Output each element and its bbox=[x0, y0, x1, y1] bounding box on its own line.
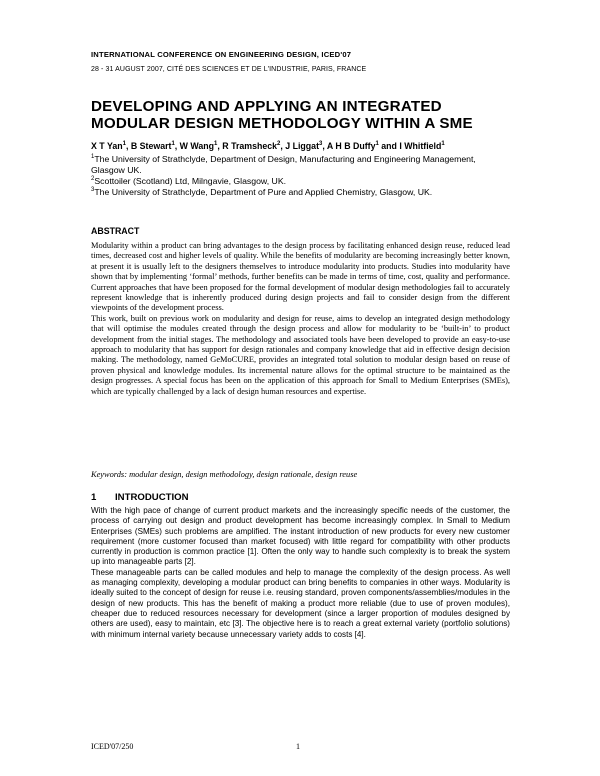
author-affiliation-mark: 1 bbox=[375, 141, 379, 148]
abstract-heading: ABSTRACT bbox=[91, 226, 140, 236]
conference-name: INTERNATIONAL CONFERENCE ON ENGINEERING DESIGN, ICED'07 bbox=[91, 50, 352, 59]
author-affiliation-mark: 1 bbox=[441, 141, 445, 148]
author-separator: , bbox=[322, 141, 327, 151]
conference-header bbox=[91, 50, 531, 75]
paper-title-line-2: MODULAR DESIGN METHODOLOGY WITHIN A SME bbox=[91, 115, 473, 132]
author-affiliation-mark: 2 bbox=[277, 141, 281, 148]
affiliation-list bbox=[91, 154, 511, 198]
author-separator: , bbox=[217, 141, 223, 151]
page-number: 1 bbox=[296, 742, 300, 751]
paper-title bbox=[91, 98, 531, 132]
body-paragraph: These manageable parts can be called modules and help to manage the complexity of the design process. As well as managing complexity, developing a modular product can bring benefits to companies in other ways. Modularity is ideally suited to the concept of design for reuse i.e. reusing standard, proven components/assemblies/modules in the design of new products. This has the benefit of making a product more reliable (due to use of proven modules), cheaper due to reduced resources necessary for development (since a larger proportion of modules designed by others are used), easy to maintain, etc [3]. The objective here is to reach a great external variety (portfolio solutions) with minimum internal variety because unnecessary variety adds to costs [4]. bbox=[91, 567, 510, 639]
affiliation-3: $^3$The University of Strathclyde, Department of Pure and Applied Chemistry, Glasgow, UK. bbox=[91, 187, 433, 197]
author-name: X T Yan bbox=[91, 141, 123, 151]
body-paragraph: With the high pace of change of current product markets and the increasingly specific needs of the customer, the process of carrying out design and product development has become increasingly complex. In Small to Medium Enterprises (SMEs) such problems are amplified. The instant introduction of new products for every new customer requirement (more customer focused than market focused) with little regard for compatibility with other products currently in production is common practice [1]. Often the only way to handle such complexity is to break the system up into manageable parts [2]. bbox=[91, 506, 510, 567]
abstract-paragraph: Modularity within a product can bring advantages to the design process by facilitating enhanced design reuse, reduced lead times, decreased cost and higher levels of quality. While the benefits of modularity are becoming increasingly better known, at present it is usually left to the designers themselves to introduce modularity into products. Studies into modularity have shown that by implementing ‘formal’ methods, further benefits can be made in terms of time, cost, quality and performance. Current approaches that have been proposed for the formal development of modular design methodologies fail to accurately represent knowledge that is inherently produced during design projects and fail to consider design from the different viewpoints of the development process. bbox=[91, 241, 510, 313]
introduction-body bbox=[91, 506, 510, 640]
author-separator: , bbox=[174, 141, 180, 151]
paper-title-line-1: DEVELOPING AND APPLYING AN INTEGRATED bbox=[91, 98, 442, 115]
author-separator: , bbox=[125, 141, 131, 151]
author-separator: , bbox=[280, 141, 286, 151]
abstract-body bbox=[91, 241, 510, 397]
footer-paper-id: ICED'07/250 bbox=[91, 742, 134, 751]
author-name: R Tramsheck bbox=[222, 141, 278, 151]
author-affiliation-mark: 3 bbox=[319, 141, 323, 148]
affiliation-1: $^1$The University of Strathclyde, Department of Design, Manufacturing and Engineering Management, Glasgow UK. bbox=[91, 154, 476, 175]
author-affiliation-mark: 1 bbox=[122, 141, 126, 148]
author-affiliation-mark: 1 bbox=[171, 141, 175, 148]
author-separator: and bbox=[378, 141, 400, 151]
section-number: 1 bbox=[91, 492, 97, 503]
author-list bbox=[91, 141, 531, 152]
section-heading-introduction bbox=[91, 492, 189, 503]
affiliation-2: $^2$Scottoiler (Scotland) Ltd, Milngavie, Glasgow, UK. bbox=[91, 176, 287, 186]
section-title: INTRODUCTION bbox=[115, 492, 189, 503]
author-name: W Wang bbox=[179, 141, 215, 151]
author-name: J Liggat bbox=[285, 141, 320, 151]
author-name: A H B Duffy bbox=[326, 141, 376, 151]
author-affiliation-mark: 1 bbox=[214, 141, 218, 148]
conference-dates: 28 - 31 AUGUST 2007, CITÉ DES SCIENCES ET DE L'INDUSTRIE, PARIS, FRANCE bbox=[91, 66, 367, 73]
author-name: B Stewart bbox=[130, 141, 172, 151]
author-name: I Whitfield bbox=[399, 141, 442, 151]
abstract-paragraph: This work, built on previous work on modularity and design for reuse, aims to develop an integrated design methodology that will optimise the modules created through the design process and allow for modularity to be ‘built-in’ to product development from the initial stages. The methodology and associated tools have been developed to provide an easy-to-use approach to modularity that has support for design rationales and company knowledge that aid in effective design decision making. The methodology, named GeMoCURE, provides an integrated total solution to modular design based on reuse of proven physical and knowledge modules. Its incremental nature allows for the optimal structure to be maintained as the design progresses. A special focus has been on the application of this approach for Small to Medium Enterprises (SMEs), which are typically challenged by a lack of design human resources and expertise. bbox=[91, 313, 510, 396]
keywords: Keywords: modular design, design methodology, design rationale, design reuse bbox=[91, 470, 358, 479]
